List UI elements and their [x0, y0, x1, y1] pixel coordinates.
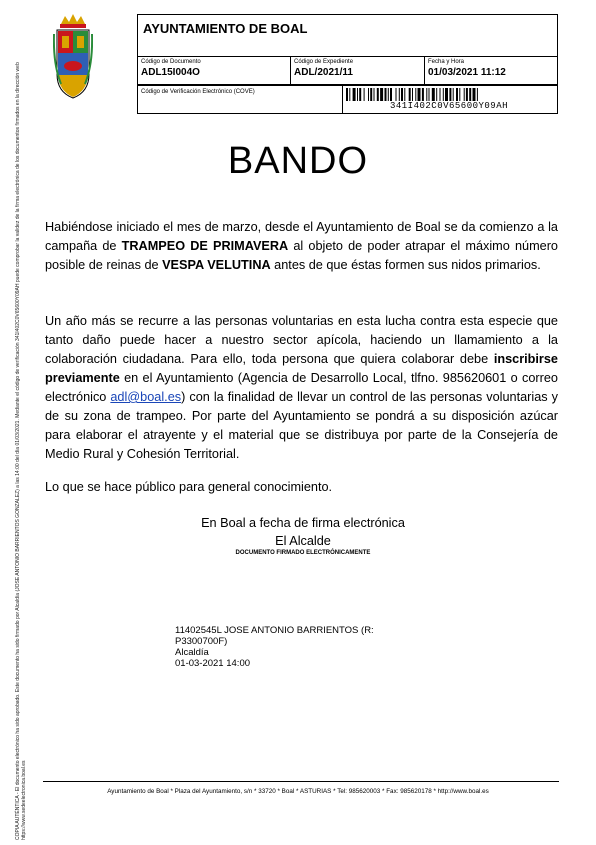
paragraph-1	[45, 218, 558, 275]
p2-text-c: en el Ayuntamiento (Agencia de Desarrollo Local, tlfno. 985620601 o correo electrónico	[45, 371, 558, 404]
signer-line-1: 11402545L JOSE ANTONIO BARRIENTOS (R:	[175, 625, 374, 636]
register-emphasis: inscribirse previamente	[45, 352, 558, 385]
side-verification-note: COPIA AUTÉNTICA - El documento electrónico ha sido aprobado. Este documento ha sido firmado por Alcaldía (JOSE ANTONIO BARRIENTOS GONZALEZ) a las 14:00 del día 01/03/2021. Mediante el código de verificación 341I402C0V65600Y09AH puede comprobar la validez de la firma electrónica de los documentos firmados en la dirección web https://www.sedeelectronica.boal.es	[15, 62, 27, 840]
date-label: Fecha y Hora	[428, 59, 465, 65]
file-code-cell	[291, 57, 425, 85]
signature-place: En Boal a fecha de firma electrónica	[201, 516, 405, 530]
doc-code-cell	[138, 57, 291, 85]
email-link[interactable]: adl@boal.es	[110, 390, 182, 404]
paragraph-2	[45, 312, 558, 464]
page-title: BANDO	[227, 140, 369, 182]
barcode	[346, 88, 552, 101]
page-footer: Ayuntamiento de Boal * Plaza del Ayuntamiento, s/n * 33720 * Boal * ASTURIAS * Tel: 985620003 * Fax: 985620178 * http://www.boal.es	[107, 788, 489, 795]
cove-label: Código de Verificación Electrónico (COVE)	[141, 89, 255, 95]
file-code-label: Código de Expediente	[294, 59, 354, 65]
signer-role: Alcaldía	[175, 647, 209, 658]
p1-text-c: al objeto de poder atrapar el máximo número posible de reinas de	[45, 239, 558, 272]
org-name: AYUNTAMIENTO DE BOAL	[138, 15, 557, 57]
signature-note: DOCUMENTO FIRMADO ELECTRÓNICAMENTE	[235, 550, 371, 556]
cove-code: 341I402C0V65600Y09AH	[389, 101, 509, 111]
date-value: 01/03/2021 11:12	[428, 67, 506, 78]
species-name: VESPA VELUTINA	[162, 258, 271, 272]
cove-cell	[138, 85, 557, 113]
footer-divider	[43, 781, 559, 782]
cove-divider	[342, 86, 343, 114]
paragraph-3: Lo que se hace público para general conocimiento.	[45, 480, 333, 494]
p1-text-a: Habiéndose iniciado el mes de marzo, desde el Ayuntamiento de Boal se da comienzo a la campaña de	[45, 220, 558, 253]
document-header	[137, 14, 558, 114]
coat-of-arms-logo	[53, 14, 93, 100]
p2-text-d: ) con la finalidad de llevar un control de las personas voluntarias y de su zona de trampeo. Por parte del Ayuntamiento se pondrá a su disposición azúcar para elaborar el atrayente y el material que se distribuya por parte de la Consejería de Medio Rural y Cohesión Territorial.	[45, 390, 558, 461]
signer-line-2: P3300700F)	[175, 636, 228, 647]
campaign-name: TRAMPEO DE PRIMAVERA	[121, 239, 289, 253]
p1-text-e: antes de que éstas formen sus nidos primarios.	[270, 258, 541, 272]
signature-role: El Alcalde	[275, 534, 331, 548]
signer-block	[175, 625, 415, 669]
file-code: ADL/2021/11	[294, 67, 353, 78]
p2-text-a: Un año más se recurre a las personas voluntarias en esta lucha contra esta especie que tanto daño puede hacer a nuestro sector apícola, haciendo un llamamiento a la colaboración ciudadana. Para ello, toda persona que quiera colaborar debe	[45, 314, 558, 366]
doc-code-label: Código de Documento	[141, 59, 201, 65]
date-cell	[425, 57, 557, 85]
doc-code: ADL15I004O	[141, 67, 200, 78]
signer-date: 01-03-2021 14:00	[175, 658, 251, 669]
